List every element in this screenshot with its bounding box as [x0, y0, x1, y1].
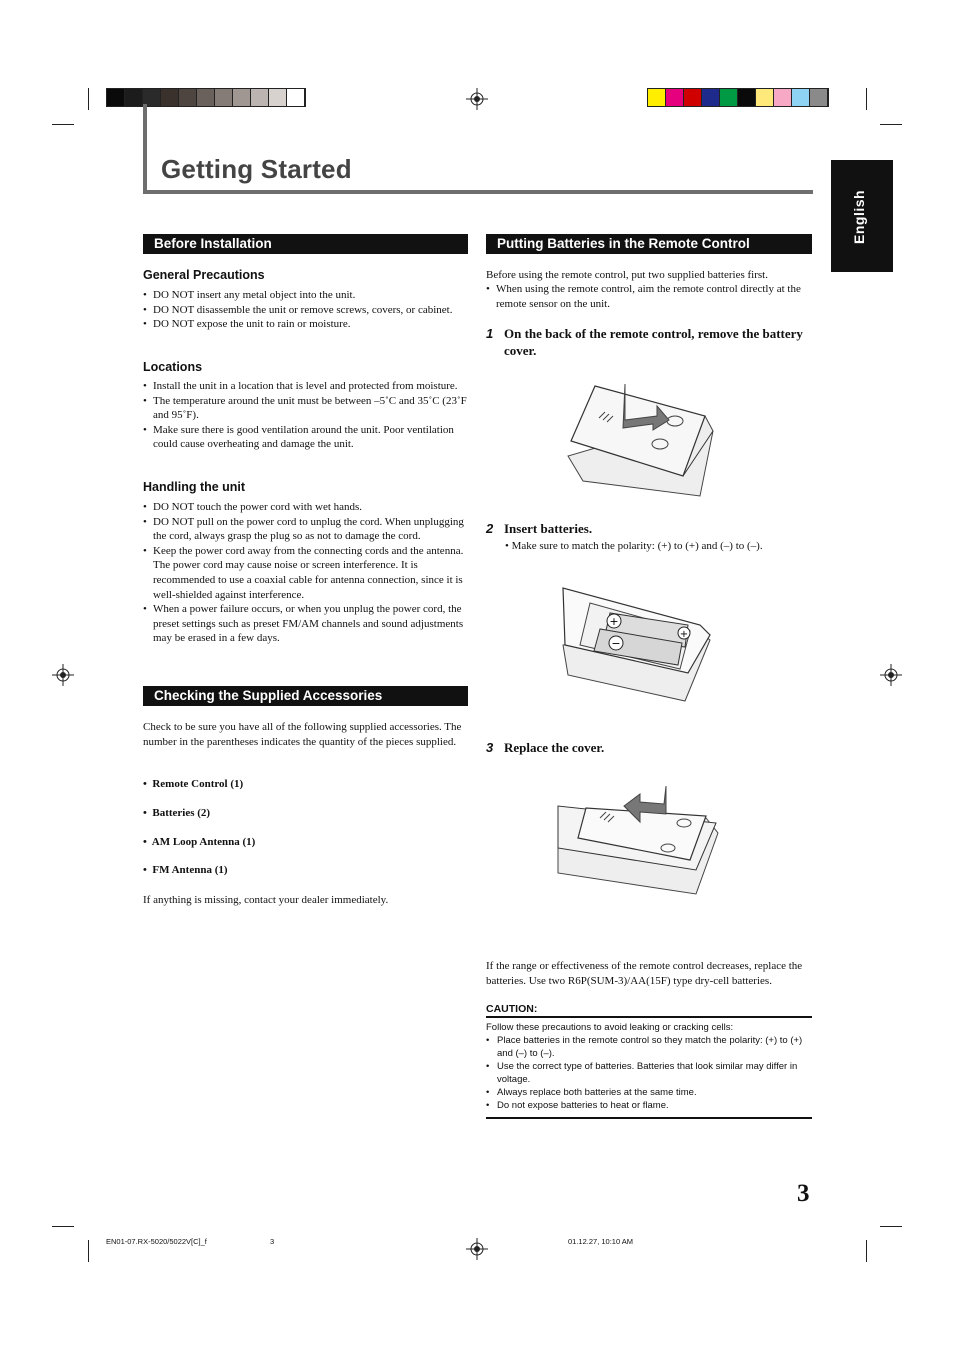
accessory-label: FM Antenna (1)	[152, 864, 228, 876]
list-item: • DO NOT pull on the power cord to unplug the cord. When unplugging the cord, always grasp the plug so as not to damage the cord.	[143, 515, 468, 544]
footer-page: 3	[270, 1237, 275, 1246]
range-note: If the range or effectiveness of the remote control decreases, replace the batteries. Use two R6P(SUM-3)/AA(15F) type dry-cell batteries.	[486, 960, 803, 987]
step-text: Replace the cover.	[504, 740, 605, 755]
crop-mark	[866, 88, 867, 110]
accessories-footer: If anything is missing, contact your dealer immediately.	[143, 894, 389, 906]
step-2	[486, 520, 806, 537]
color-swatch	[666, 89, 684, 106]
accessories-intro: Check to be sure you have all of the following supplied accessories. The number in the parentheses indicates the quantity of the pieces supplied.	[143, 721, 462, 748]
accessory-label: Batteries (2)	[152, 807, 211, 819]
color-swatch	[774, 89, 792, 106]
accessory-item: • Batteries (2)	[143, 807, 211, 819]
step-text: On the back of the remote control, remove the battery cover.	[504, 326, 803, 358]
color-swatch	[215, 89, 233, 106]
svg-text:+: +	[679, 629, 689, 640]
page-number: 3	[797, 1180, 810, 1207]
step-2-subnote: • Make sure to match the polarity: (+) to (+) and (–) to (–).	[505, 540, 763, 552]
registration-mark-icon	[466, 88, 488, 110]
list-item: • DO NOT expose the unit to rain or moisture.	[143, 317, 468, 332]
gray-scale-bar	[106, 88, 306, 107]
color-swatch	[792, 89, 810, 106]
caution-bottom-rule	[486, 1117, 812, 1119]
color-swatch	[161, 89, 179, 106]
color-swatch	[125, 89, 143, 106]
color-swatch	[648, 89, 666, 106]
list-item: • Use the correct type of batteries. Batteries that look similar may differ in voltage.	[486, 1060, 812, 1086]
crop-mark	[866, 1240, 867, 1262]
crop-mark	[52, 124, 74, 125]
registration-mark-icon	[52, 664, 74, 686]
color-swatch	[269, 89, 287, 106]
subheading-general-precautions: General Precautions	[143, 268, 265, 282]
title-frame-left	[143, 104, 147, 194]
step-number: 2	[486, 521, 494, 536]
caution-box	[486, 1021, 812, 1112]
accessory-item: • FM Antenna (1)	[143, 864, 228, 876]
color-swatch	[684, 89, 702, 106]
subheading-locations: Locations	[143, 360, 203, 374]
step-text: Insert batteries.	[504, 521, 593, 536]
color-swatch	[287, 89, 305, 106]
footer-timestamp: 01.12.27, 10:10 AM	[568, 1237, 634, 1246]
handling-list	[143, 500, 468, 646]
color-swatch	[738, 89, 756, 106]
batteries-intro: Before using the remote control, put two supplied batteries first.	[486, 269, 768, 281]
subheading-handling: Handling the unit	[143, 480, 246, 494]
accessory-label: Remote Control (1)	[152, 778, 244, 790]
svg-text:−: −	[611, 637, 621, 650]
list-item: • Install the unit in a location that is level and protected from moisture.	[143, 379, 468, 394]
language-tab-label: English	[851, 189, 867, 244]
accessory-item: • Remote Control (1)	[143, 778, 244, 790]
list-item: • When using the remote control, aim the remote control directly at the remote sensor on the unit.	[486, 282, 812, 311]
crop-mark	[88, 1240, 89, 1262]
color-swatch	[720, 89, 738, 106]
color-swatch	[233, 89, 251, 106]
list-item: • DO NOT insert any metal object into the unit.	[143, 288, 468, 303]
list-item: • DO NOT disassemble the unit or remove screws, covers, or cabinet.	[143, 303, 468, 318]
battery-insert-illustration	[560, 585, 715, 703]
title-frame-bottom	[143, 190, 813, 194]
step-number: 1	[486, 326, 494, 341]
footer-filename: EN01-07.RX-5020/5022V[C]_f	[106, 1237, 207, 1246]
list-item: • The temperature around the unit must be between –5˚C and 35˚C (23˚F and 95˚F).	[143, 394, 468, 423]
color-swatch	[179, 89, 197, 106]
list-item: • Keep the power cord away from the connecting cords and the antenna. The power cord may cause noise or screen interference. It is recommended to use a coaxial cable for antenna connection, since it is well-shielded against interference.	[143, 544, 468, 602]
crop-mark	[88, 88, 89, 110]
caution-top-rule	[486, 1016, 812, 1018]
crop-mark	[880, 1226, 902, 1227]
accessory-label: AM Loop Antenna (1)	[151, 836, 256, 848]
batteries-note-list	[486, 282, 812, 311]
crop-mark	[52, 1226, 74, 1227]
accessory-item: • AM Loop Antenna (1)	[143, 836, 256, 848]
language-tab	[831, 160, 893, 272]
step-3	[486, 739, 806, 756]
step-1	[486, 325, 806, 359]
page-title: Getting Started	[161, 154, 352, 184]
list-item: • DO NOT touch the power cord with wet hands.	[143, 500, 468, 515]
color-swatch	[251, 89, 269, 106]
caution-list	[486, 1034, 812, 1112]
step-number: 3	[486, 740, 494, 755]
registration-mark-icon	[466, 1238, 488, 1260]
svg-text:+: +	[609, 615, 619, 628]
color-swatch	[810, 89, 828, 106]
color-swatch	[197, 89, 215, 106]
caution-title: CAUTION:	[486, 1003, 538, 1015]
replace-cover-illustration	[556, 778, 720, 896]
color-swatch	[107, 89, 125, 106]
color-swatch	[702, 89, 720, 106]
locations-list	[143, 379, 468, 452]
list-item: • Place batteries in the remote control so they match the polarity: (+) to (+) and (–) to (–).	[486, 1034, 812, 1060]
crop-mark	[880, 124, 902, 125]
general-precautions-list	[143, 288, 468, 332]
list-item: • Do not expose batteries to heat or flame.	[486, 1099, 812, 1112]
color-swatch	[756, 89, 774, 106]
registration-mark-icon	[880, 664, 902, 686]
list-item: • When a power failure occurs, or when you unplug the power cord, the preset settings such as preset FM/AM channels and sound adjustments may be erased in a few days.	[143, 602, 468, 646]
list-item: • Always replace both batteries at the same time.	[486, 1086, 812, 1099]
section-heading-batteries: Putting Batteries in the Remote Control	[486, 234, 812, 254]
section-heading-accessories: Checking the Supplied Accessories	[143, 686, 468, 706]
color-calibration-bar	[647, 88, 829, 107]
list-item: • Make sure there is good ventilation around the unit. Poor ventilation could cause overheating and damage the unit.	[143, 423, 468, 452]
section-heading-before-installation: Before Installation	[143, 234, 468, 254]
remote-back-cover-illustration	[565, 376, 715, 498]
caution-intro: Follow these precautions to avoid leaking or cracking cells:	[486, 1022, 734, 1033]
